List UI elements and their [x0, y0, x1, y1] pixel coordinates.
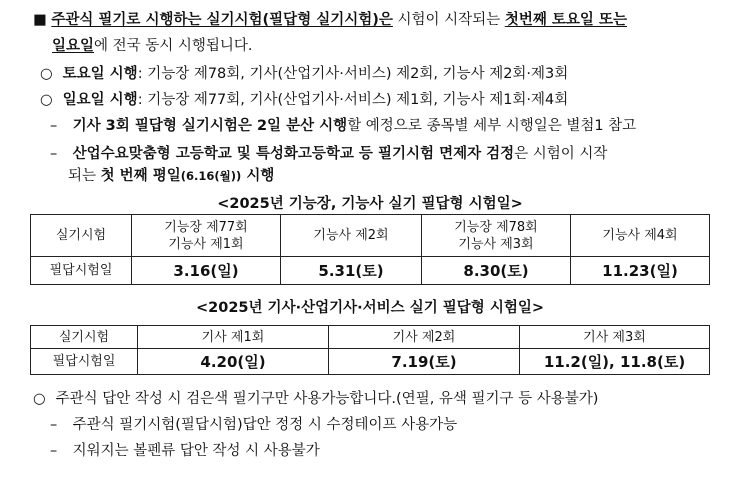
dash-bullet-icon: – [50, 146, 58, 162]
table2-title: <2025년 기사·산업기사·서비스 실기 필답형 시험일> [196, 300, 544, 316]
note-exempt-text: 은 시험이 시작 [514, 146, 608, 162]
note-engineer-3-bold: 기사 3회 필답형 실기시험은 2일 분산 시행 [72, 118, 348, 134]
note-exempt-bold: 산업수요맞춤형 고등학교 및 특성화고등학교 등 필기시험 면제자 검정 [72, 146, 515, 162]
table-row [31, 215, 710, 257]
table1-col1-line2: 기능사 제1회 [168, 236, 244, 252]
table1-date-4: 11.23(일) [571, 257, 710, 285]
intro-bold-sunday: 일요일 [52, 38, 95, 54]
table1-col1-header [132, 215, 281, 257]
saturday-schedule [40, 64, 568, 84]
table-row [31, 349, 710, 375]
table1-col3-line1: 기능장 제78회 [454, 219, 538, 235]
pen-note-correction-text: 주관식 필기시험(필답시험)답안 정정 시 수정테이프 사용가능 [72, 417, 458, 433]
intro-line-1 [33, 10, 627, 30]
note-exempt-text-3: 시행 [241, 168, 275, 184]
pen-rule [33, 389, 598, 409]
note-exempt-date: (6.16(월)) [180, 169, 242, 183]
saturday-text: : 기능장 제78회, 기사(산업기사·서비스) 제2회, 기능사 제2회·제3회 [137, 66, 569, 82]
circle-bullet-icon: ○ [40, 66, 53, 82]
table1-date-2: 5.31(토) [281, 257, 422, 285]
table-row [31, 257, 710, 285]
note-exempt-line-1 [50, 144, 607, 164]
table1-date-1: 3.16(일) [132, 257, 281, 285]
dash-bullet-icon: – [50, 118, 58, 134]
table1-row-header: 실기시험 [31, 215, 132, 257]
table2-row-header: 실기시험 [31, 326, 138, 349]
sunday-schedule [40, 90, 568, 110]
table2 [30, 325, 710, 375]
note-exempt-line-2 [68, 166, 274, 186]
table1-title: <2025년 기능장, 기능사 실기 필답형 시험일> [217, 196, 523, 212]
pen-note-correction [50, 415, 457, 435]
sunday-label: 일요일 시행 [62, 92, 138, 108]
table1-date-header: 필답시험일 [31, 257, 132, 285]
table1-col1-line1: 기능장 제77회 [164, 219, 248, 235]
intro-line-2 [52, 36, 253, 56]
table2-col2-header: 기사 제2회 [329, 326, 520, 349]
dash-bullet-icon: – [50, 417, 58, 433]
table2-date-2: 7.19(토) [329, 349, 520, 375]
intro-text-end: 에 전국 동시 시행됩니다. [94, 38, 253, 54]
circle-bullet-icon: ○ [40, 92, 53, 108]
note-engineer-3-text: 할 예정으로 종목별 세부 시행일은 별첨1 참고 [347, 118, 637, 134]
table2-date-3: 11.2(일), 11.8(토) [520, 349, 710, 375]
table2-date-header: 필답시험일 [31, 349, 138, 375]
pen-rule-text: 주관식 답안 작성 시 검은색 필기구만 사용가능합니다.(연필, 유색 필기구 등 사용불가) [55, 391, 599, 407]
sunday-text: : 기능장 제77회, 기사(산업기사·서비스) 제1회, 기능사 제1회·제4회 [137, 92, 569, 108]
intro-bold-first-weekend: 첫번째 토요일 또는 [504, 12, 627, 28]
table2-col3-header: 기사 제3회 [520, 326, 710, 349]
table1-col4-header: 기능사 제4회 [571, 215, 710, 257]
intro-bold-subject: 주관식 필기로 시행하는 실기시험(필답형 실기시험)은 [51, 12, 393, 28]
note-engineer-3 [50, 116, 636, 136]
note-exempt-text-2: 되는 [68, 168, 101, 184]
dash-bullet-icon: – [50, 443, 58, 459]
table1-col3-header [422, 215, 571, 257]
table1-col3-line2: 기능사 제3회 [458, 236, 534, 252]
pen-note-erasable [50, 441, 320, 461]
intro-text: 시험이 시작되는 [392, 12, 505, 28]
saturday-label: 토요일 시행 [62, 66, 138, 82]
table-row [31, 326, 710, 349]
table2-col1-header: 기사 제1회 [138, 326, 329, 349]
pen-note-erasable-text: 지워지는 볼펜류 답안 작성 시 사용불가 [72, 443, 320, 459]
note-exempt-first-weekday: 첫 번째 평일 [100, 168, 181, 184]
table2-date-1: 4.20(일) [138, 349, 329, 375]
table1-date-3: 8.30(토) [422, 257, 571, 285]
circle-bullet-icon: ○ [33, 391, 46, 407]
square-bullet-icon: ■ [33, 12, 47, 28]
table1 [30, 214, 710, 285]
table1-col2-header: 기능사 제2회 [281, 215, 422, 257]
